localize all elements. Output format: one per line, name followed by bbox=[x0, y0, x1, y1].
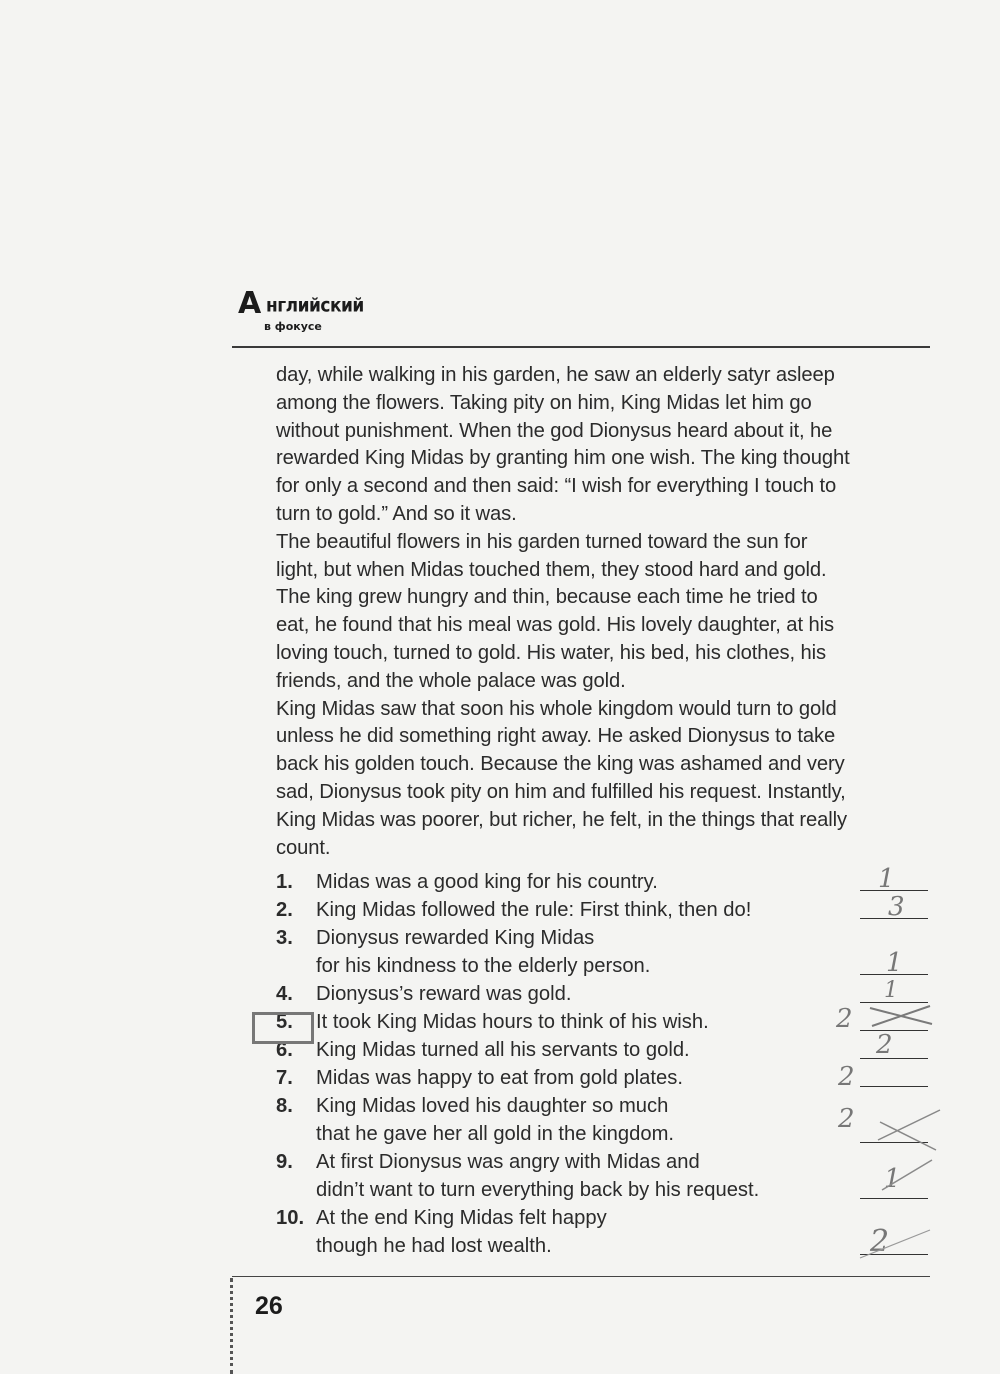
top-divider bbox=[232, 346, 930, 348]
pencil-stroke bbox=[860, 1230, 930, 1258]
story-line: loving touch, turned to gold. His water, his bed, his clothes, his bbox=[276, 641, 826, 664]
item-text: Midas was a good king for his country. bbox=[316, 871, 658, 893]
item-number: 5. bbox=[276, 1011, 293, 1033]
story-line: day, while walking in his garden, he saw an elderly satyr asleep bbox=[276, 364, 835, 386]
handwritten-answer: 1 bbox=[884, 1164, 901, 1194]
item-number: 4. bbox=[276, 983, 293, 1005]
item-number: 10. bbox=[276, 1207, 305, 1229]
cross-mark bbox=[870, 1006, 932, 1026]
story-line: The beautiful flowers in his garden turned toward the sun for bbox=[276, 530, 808, 553]
story-line: King Midas saw that soon his whole kingdom would turn to gold bbox=[276, 697, 837, 720]
logo-title: нглийский bbox=[266, 295, 364, 317]
story-text bbox=[276, 362, 938, 862]
item-text: At first Dionysus was angry with Midas and bbox=[316, 1151, 700, 1173]
book-logo bbox=[238, 286, 378, 338]
page-number: 26 bbox=[255, 1292, 283, 1320]
story-line: unless he did something right away. He asked Dionysus to take bbox=[276, 725, 836, 748]
item-text: It took King Midas hours to think of his wish. bbox=[316, 1011, 709, 1033]
handwritten-answer: 2 bbox=[838, 1104, 855, 1134]
bottom-divider bbox=[232, 1276, 930, 1277]
handwritten-answer: 2 bbox=[876, 1030, 893, 1060]
item-text: Dionysus’s reward was gold. bbox=[316, 983, 572, 1005]
item-number: 7. bbox=[276, 1067, 293, 1089]
item-number: 1. bbox=[276, 871, 293, 893]
item-text: King Midas loved his daughter so much bbox=[316, 1095, 669, 1117]
handwritten-answer: 1 bbox=[884, 978, 898, 1003]
cross-mark bbox=[878, 1110, 940, 1150]
item-text: Midas was happy to eat from gold plates. bbox=[316, 1067, 683, 1089]
item-text-cont: for his kindness to the elderly person. bbox=[316, 955, 651, 977]
handwritten-scribbles bbox=[820, 860, 970, 1280]
story-line: eat, he found that his meal was gold. His lovely daughter, at his bbox=[276, 614, 834, 637]
story-line: for only a second and then said: “I wish for everything I touch to bbox=[276, 475, 837, 498]
story-line: light, but when Midas touched them, they stood hard and gold. bbox=[276, 558, 827, 581]
handwritten-answer: 2 bbox=[870, 1224, 890, 1259]
handwritten-answer: 2 bbox=[836, 1004, 853, 1034]
story-line: sad, Dionysus took pity on him and fulfilled his request. Instantly, bbox=[276, 780, 846, 803]
item-number: 8. bbox=[276, 1095, 293, 1117]
item-text: King Midas turned all his servants to gold. bbox=[316, 1039, 690, 1061]
story-line: without punishment. When the god Dionysus heard about it, he bbox=[276, 419, 833, 442]
item-number: 2. bbox=[276, 899, 293, 921]
pencil-stroke bbox=[882, 1160, 932, 1190]
handwritten-answer: 1 bbox=[878, 864, 895, 894]
item-text: At the end King Midas felt happy bbox=[316, 1207, 607, 1229]
story-line: The king grew hungry and thin, because each time he tried to bbox=[276, 586, 818, 609]
logo-initial: А bbox=[238, 286, 261, 321]
item-number: 6. bbox=[276, 1039, 293, 1061]
story-line: count. bbox=[276, 836, 331, 859]
story-line: friends, and the whole palace was gold. bbox=[276, 669, 626, 692]
handwritten-answer: 1 bbox=[886, 948, 903, 978]
item-text-cont: that he gave her all gold in the kingdom. bbox=[316, 1123, 675, 1145]
handwritten-answer: 2 bbox=[838, 1062, 855, 1092]
item-number: 3. bbox=[276, 927, 293, 949]
logo-subtitle: в фокусе bbox=[264, 320, 322, 333]
item-text-cont: didn’t want to turn everything back by his request. bbox=[316, 1179, 760, 1201]
story-line: King Midas was poorer, but richer, he felt, in the things that really bbox=[276, 808, 847, 831]
item-text: King Midas followed the rule: First think, then do! bbox=[316, 899, 752, 921]
item-text: Dionysus rewarded King Midas bbox=[316, 927, 595, 949]
item-text-cont: though he had lost wealth. bbox=[316, 1235, 552, 1257]
story-line: turn to gold.” And so it was. bbox=[276, 502, 517, 525]
handwritten-answer: 3 bbox=[888, 892, 905, 922]
item-number: 9. bbox=[276, 1151, 293, 1173]
story-line: among the flowers. Taking pity on him, King Midas let him go bbox=[276, 391, 812, 414]
story-line: rewarded King Midas by granting him one wish. The king thought bbox=[276, 447, 850, 470]
story-line: back his golden touch. Because the king was ashamed and very bbox=[276, 753, 845, 776]
dotted-margin-line bbox=[230, 1278, 233, 1374]
item-5-highlight-box bbox=[252, 1012, 314, 1044]
